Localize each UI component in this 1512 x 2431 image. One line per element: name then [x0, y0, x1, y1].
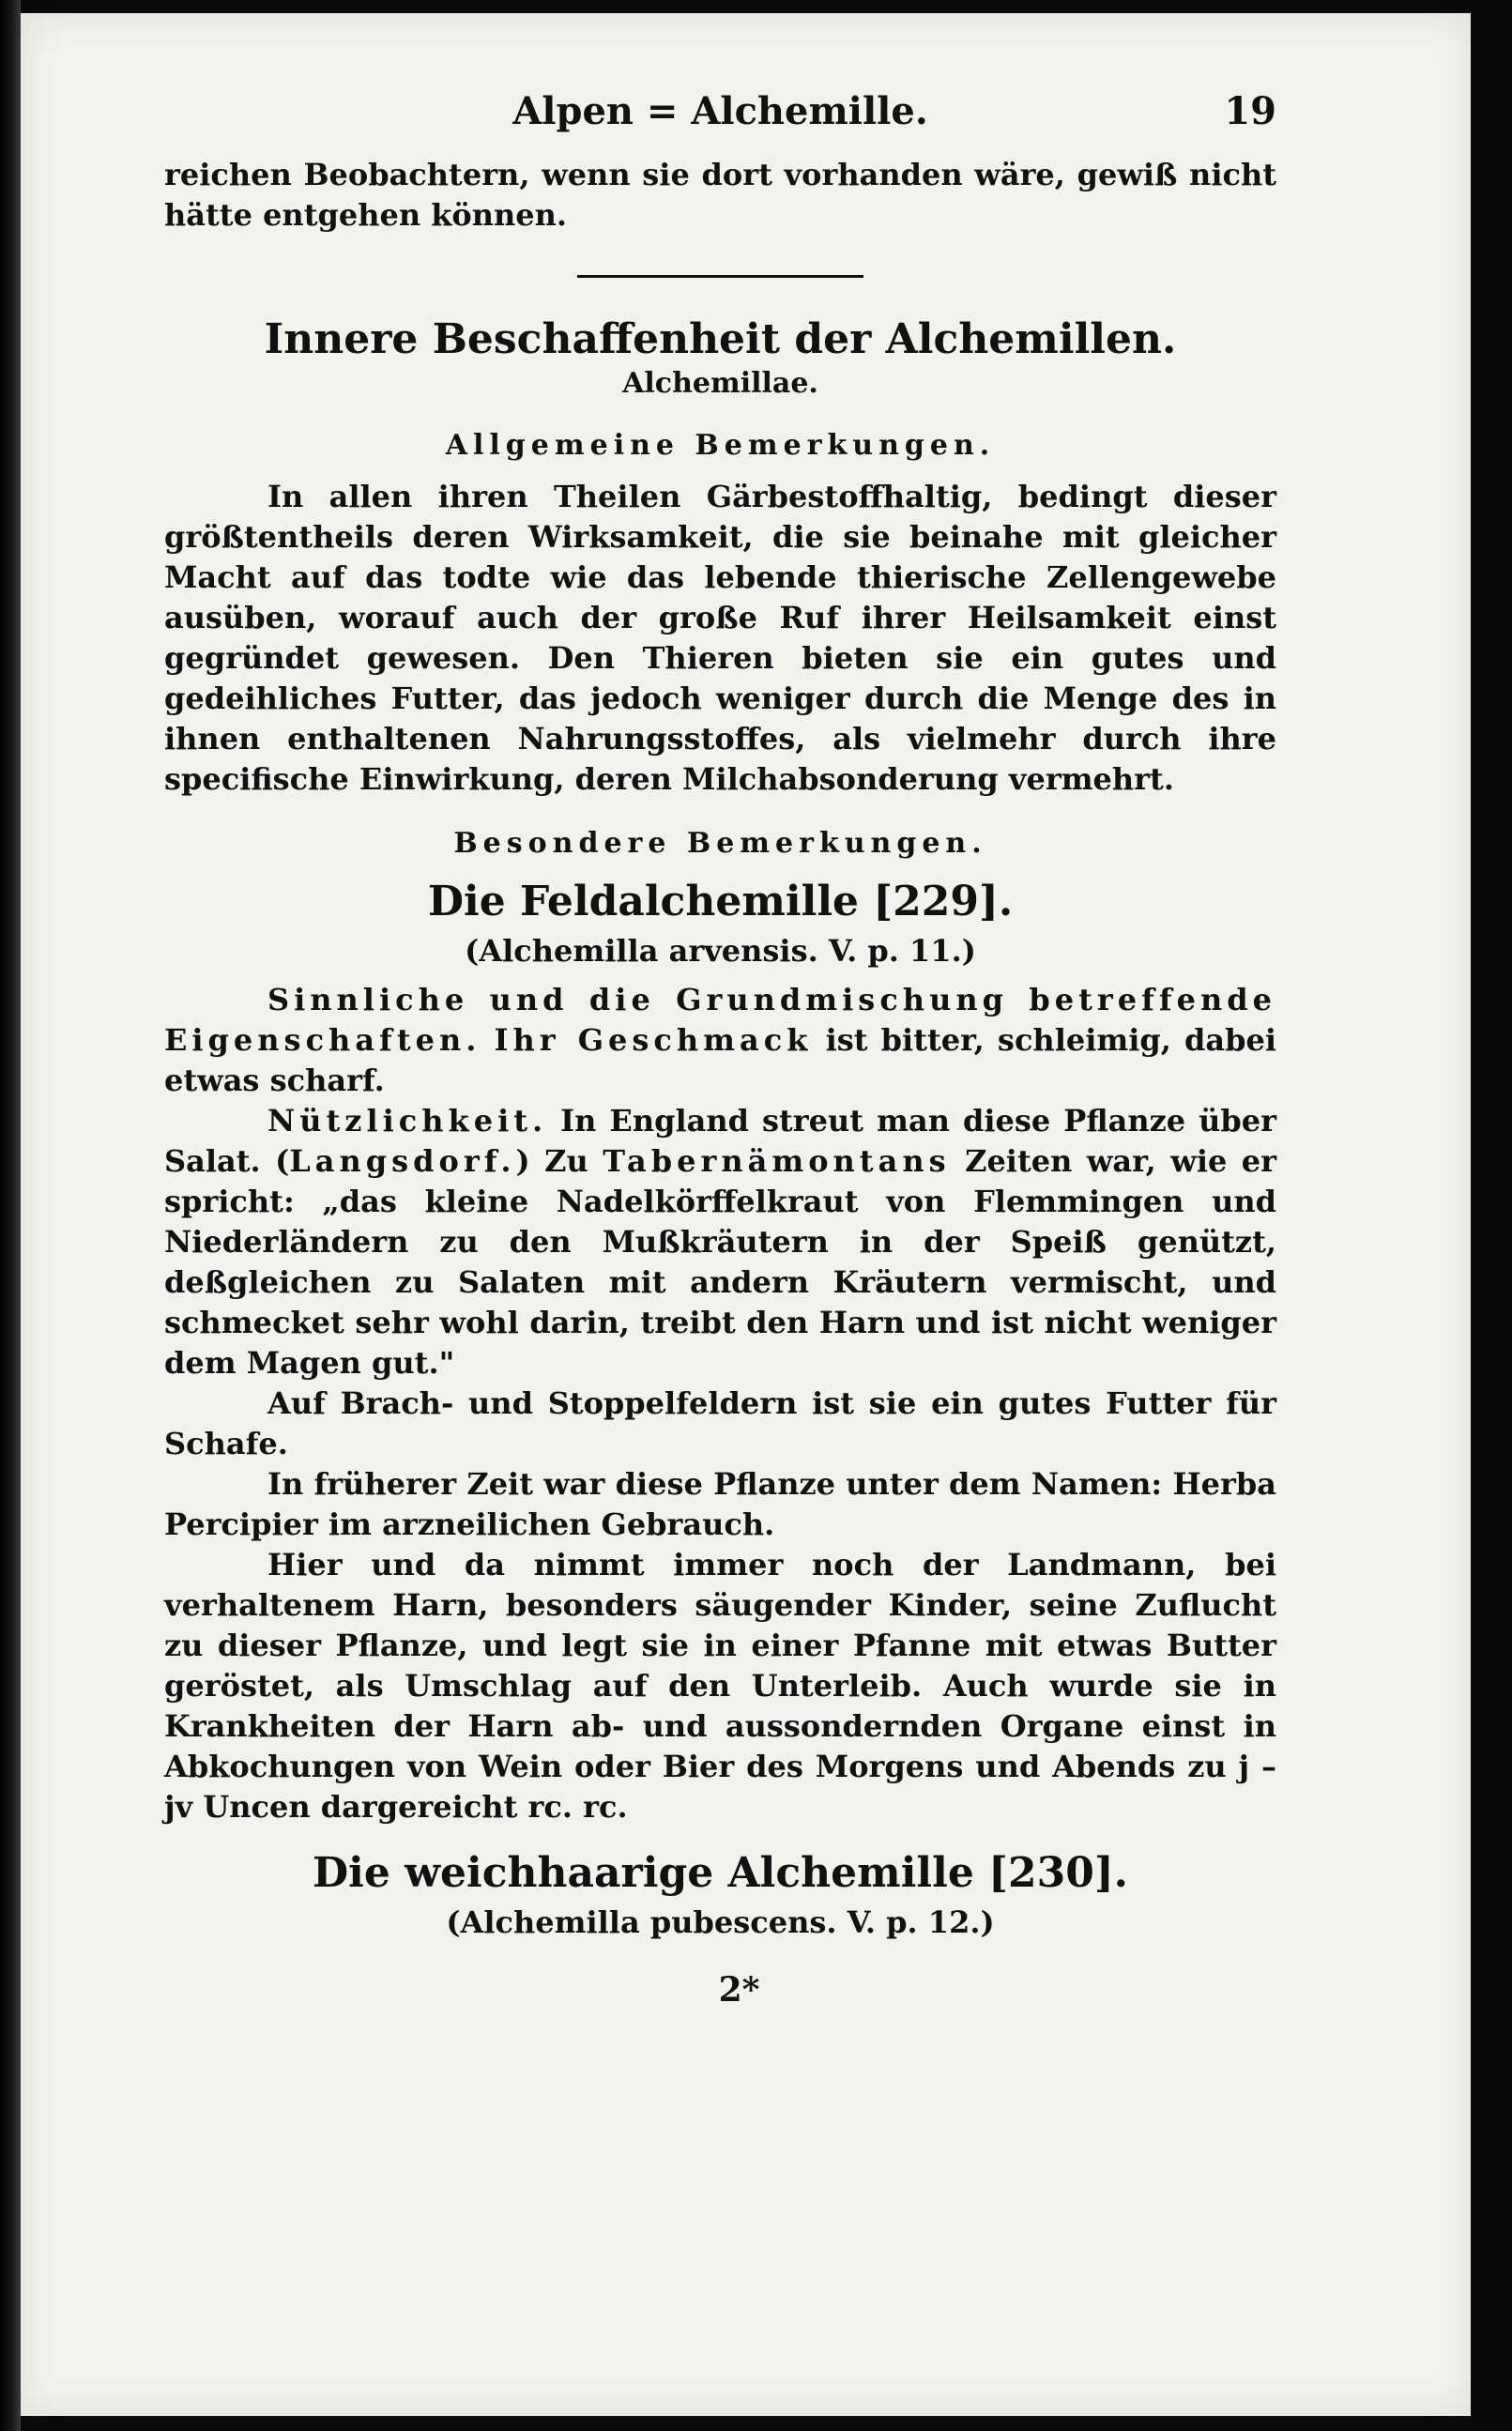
species-latin-arvensis: (Alchemilla arvensis. V. p. 11.) — [465, 933, 976, 969]
species-title-arvensis: Die Feldalchemille [229]. — [427, 878, 1014, 925]
fodder-paragraph: Auf Brach- und Stoppelfeldern ist sie ein gutes Futter für Schafe. — [164, 1385, 1276, 1461]
usefulness-label: Nützlichkeit. — [267, 1103, 548, 1139]
page-number: 19 — [1224, 89, 1276, 133]
section-divider — [577, 275, 863, 278]
langsdorf-citation: Langsdorf. — [289, 1143, 516, 1179]
folk-use-paragraph: Hier und da nimmt immer noch der Landmann, bei verhaltenem Harn, besonders säugender Kinder, seine Zuflucht zu dieser Pflanze, und legt sie in einer Pfanne mit etwas Butter geröstet, als Umschlag auf den Unterleib. Auch wurde sie in Krankheiten der Harn ab- und aussondernden Organe einst in Abkochungen von Wein oder Bier des Morgens und Abends zu j – jv Uncen dargereicht rc. rc. — [164, 1547, 1276, 1825]
taste-label: Ihr Geschmack — [494, 1022, 813, 1058]
usefulness-text-3: Zeiten war, wie er spricht: „das kleine Nadelkörffelkraut von Flemmingen und Niederländern zu den Mußkräutern in der Speiß genützt, deßgleichen zu Salaten mit andern Kräutern vermischt, und schmecket sehr wohl darin, treibt den Harn und ist nicht weniger dem Magen gut." — [164, 1143, 1277, 1381]
signature-mark: 2* — [718, 1970, 760, 2010]
general-remarks-heading: Allgemeine Bemerkungen. — [445, 429, 996, 462]
usefulness-paragraph — [164, 1101, 1276, 1384]
running-title: Alpen = Alchemille. — [512, 89, 928, 133]
section-latin-name: Alchemillae. — [622, 367, 818, 400]
running-header — [164, 89, 1276, 155]
book-binding-edge — [0, 0, 21, 2431]
usefulness-text-2: ) Zu — [515, 1143, 588, 1179]
history-paragraph: In früherer Zeit war diese Pflanze unter dem Namen: Herba Percipier im arzneilichen Gebrauch. — [164, 1466, 1276, 1542]
properties-paragraph — [164, 980, 1276, 1101]
taste-text: ist bitter, schleimig, dabei etwas scharf. — [164, 1022, 1277, 1098]
special-remarks-heading: Besondere Bemerkungen. — [453, 827, 987, 860]
general-remarks-text: In allen ihren Theilen Gärbestoffhaltig, bedingt dieser größtentheils deren Wirksamkeit, die sie beinahe mit gleicher Macht auf das todte wie das lebende thierische Zellengewebe ausüben, worauf auch der große Ruf ihrer Heilsamkeit einst gegründet gewesen. Den Thieren bieten sie ein gutes und gedeihliches Futter, das jedoch weniger durch die Menge des in ihnen enthaltenen Nahrungsstoffes, als vielmehr durch ihre specifische Einwirkung, deren Milchabsonderung vermehrt. — [164, 479, 1276, 797]
tabernaemontanus-name: Tabernämontans — [603, 1143, 951, 1179]
page-content — [164, 89, 1276, 2010]
species-title-pubescens: Die weichhaarige Alchemille [230]. — [313, 1849, 1128, 1897]
section-title: Innere Beschaffenheit der Alchemillen. — [264, 315, 1177, 363]
intro-paragraph: reichen Beobachtern, wenn sie dort vorhanden wäre, gewiß nicht hätte entgehen können. — [164, 157, 1276, 233]
species-latin-pubescens: (Alchemilla pubescens. V. p. 12.) — [446, 1904, 995, 1940]
properties-label: Sinnliche und die Grundmischung betreffende Eigenschaften. — [164, 982, 1276, 1058]
usefulness-text-1: In England streut man diese Pflanze über Salat. ( — [164, 1103, 1277, 1179]
